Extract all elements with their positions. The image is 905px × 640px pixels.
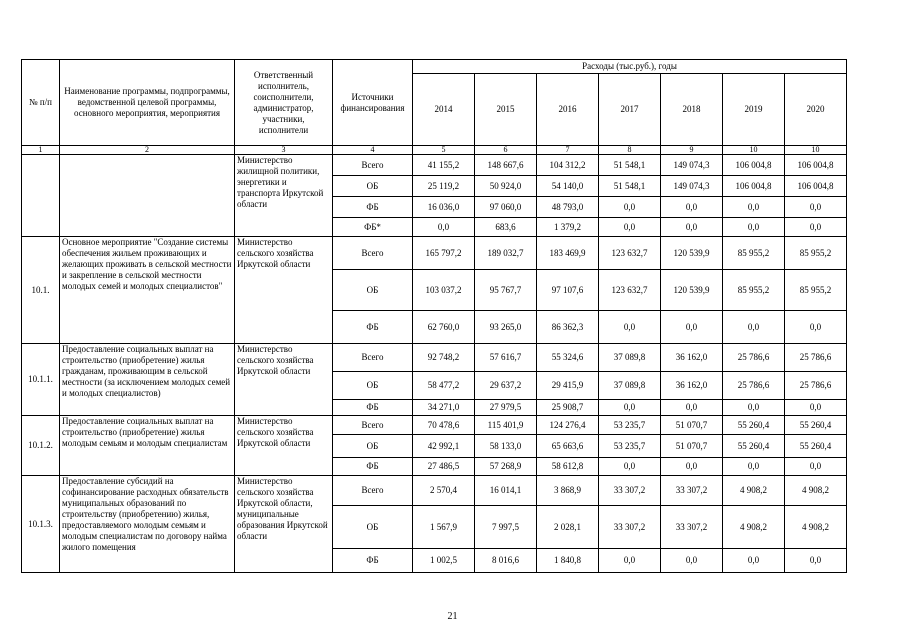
header-year: 2018 xyxy=(661,74,723,146)
responsible-executor: Министерство сельского хозяйства Иркутской области xyxy=(235,237,333,344)
funding-source: ОБ xyxy=(333,506,413,549)
expense-value: 106 004,8 xyxy=(785,176,847,197)
expense-value: 58 133,0 xyxy=(475,435,537,458)
expense-value: 33 307,2 xyxy=(661,506,723,549)
funding-source: ФБ* xyxy=(333,218,413,237)
expense-value: 25 786,6 xyxy=(723,344,785,372)
responsible-executor: Министерство жилищной политики, энергетики и транспорта Иркутской области xyxy=(235,155,333,237)
expense-value: 86 362,3 xyxy=(537,311,599,344)
expense-value: 95 767,7 xyxy=(475,270,537,311)
expense-value: 0,0 xyxy=(599,549,661,573)
funding-source: ОБ xyxy=(333,372,413,400)
expense-value: 33 307,2 xyxy=(599,476,661,506)
header-year: 2015 xyxy=(475,74,537,146)
expense-value: 27 486,5 xyxy=(413,458,475,476)
expense-value: 183 469,9 xyxy=(537,237,599,270)
expense-value: 51 548,1 xyxy=(599,176,661,197)
expense-value: 97 107,6 xyxy=(537,270,599,311)
expense-value: 51 070,7 xyxy=(661,416,723,435)
expense-value: 0,0 xyxy=(723,400,785,416)
table-row xyxy=(22,237,847,270)
expense-value: 8 016,6 xyxy=(475,549,537,573)
expense-value: 92 748,2 xyxy=(413,344,475,372)
expense-value: 0,0 xyxy=(723,549,785,573)
column-number: 10 xyxy=(723,146,785,155)
expense-value: 0,0 xyxy=(723,311,785,344)
expense-value: 36 162,0 xyxy=(661,372,723,400)
header-num: № п/п xyxy=(22,60,60,146)
budget-table xyxy=(21,59,847,573)
table-body xyxy=(22,155,847,573)
expense-value: 3 868,9 xyxy=(537,476,599,506)
header-year: 2017 xyxy=(599,74,661,146)
expense-value: 149 074,3 xyxy=(661,155,723,176)
expense-value: 0,0 xyxy=(785,218,847,237)
header-year: 2019 xyxy=(723,74,785,146)
expense-value: 27 979,5 xyxy=(475,400,537,416)
expense-value: 0,0 xyxy=(599,311,661,344)
funding-source: Всего xyxy=(333,344,413,372)
funding-source: Всего xyxy=(333,237,413,270)
expense-value: 0,0 xyxy=(599,400,661,416)
page-number: 21 xyxy=(447,611,458,622)
funding-source: ФБ xyxy=(333,549,413,573)
expense-value: 58 477,2 xyxy=(413,372,475,400)
column-number: 6 xyxy=(475,146,537,155)
funding-source: ФБ xyxy=(333,197,413,218)
expense-value: 93 265,0 xyxy=(475,311,537,344)
expense-value: 683,6 xyxy=(475,218,537,237)
expense-value: 48 793,0 xyxy=(537,197,599,218)
column-number: 9 xyxy=(661,146,723,155)
column-number-row xyxy=(22,146,847,155)
expense-value: 2 028,1 xyxy=(537,506,599,549)
expense-value: 0,0 xyxy=(785,549,847,573)
expense-value: 85 955,2 xyxy=(785,237,847,270)
expense-value: 16 014,1 xyxy=(475,476,537,506)
program-name: Предоставление социальных выплат на строительство (приобретение) жилья молодым семьям и молодым специалистам xyxy=(60,416,235,476)
funding-source: ОБ xyxy=(333,435,413,458)
expense-value: 124 276,4 xyxy=(537,416,599,435)
expense-value: 0,0 xyxy=(661,549,723,573)
expense-value: 55 260,4 xyxy=(785,416,847,435)
header-responsible: Ответственный исполнитель, соисполнители, администратор, участники, исполнители xyxy=(235,60,333,146)
column-number: 8 xyxy=(599,146,661,155)
expense-value: 0,0 xyxy=(413,218,475,237)
table-row xyxy=(22,476,847,506)
expense-value: 55 260,4 xyxy=(785,435,847,458)
expense-value: 0,0 xyxy=(599,458,661,476)
expense-value: 148 667,6 xyxy=(475,155,537,176)
expense-value: 0,0 xyxy=(661,400,723,416)
responsible-executor: Министерство сельского хозяйства Иркутской области xyxy=(235,344,333,416)
expense-value: 0,0 xyxy=(661,311,723,344)
column-number: 2 xyxy=(60,146,235,155)
expense-value: 29 415,9 xyxy=(537,372,599,400)
expense-value: 57 268,9 xyxy=(475,458,537,476)
expense-value: 4 908,2 xyxy=(785,506,847,549)
expense-value: 37 089,8 xyxy=(599,344,661,372)
expense-value: 25 786,6 xyxy=(785,372,847,400)
expense-value: 1 840,8 xyxy=(537,549,599,573)
column-number: 10 xyxy=(785,146,847,155)
header-year: 2020 xyxy=(785,74,847,146)
expense-value: 0,0 xyxy=(599,218,661,237)
expense-value: 1 379,2 xyxy=(537,218,599,237)
expense-value: 165 797,2 xyxy=(413,237,475,270)
expense-value: 149 074,3 xyxy=(661,176,723,197)
expense-value: 85 955,2 xyxy=(723,237,785,270)
expense-value: 0,0 xyxy=(785,400,847,416)
expense-value: 33 307,2 xyxy=(599,506,661,549)
funding-source: ФБ xyxy=(333,311,413,344)
expense-value: 0,0 xyxy=(661,458,723,476)
expense-value: 50 924,0 xyxy=(475,176,537,197)
expense-value: 120 539,9 xyxy=(661,237,723,270)
expense-value: 85 955,2 xyxy=(723,270,785,311)
row-number: 10.1. xyxy=(22,237,60,344)
expense-value: 0,0 xyxy=(723,218,785,237)
expense-value: 123 632,7 xyxy=(599,237,661,270)
expense-value: 57 616,7 xyxy=(475,344,537,372)
expense-value: 4 908,2 xyxy=(723,506,785,549)
expense-value: 53 235,7 xyxy=(599,416,661,435)
header-expenses: Расходы (тыс.руб.), годы xyxy=(413,60,847,74)
funding-source: ФБ xyxy=(333,458,413,476)
expense-value: 25 908,7 xyxy=(537,400,599,416)
expense-value: 4 908,2 xyxy=(785,476,847,506)
expense-value: 29 637,2 xyxy=(475,372,537,400)
expense-value: 0,0 xyxy=(785,197,847,218)
funding-source: ОБ xyxy=(333,176,413,197)
table-row xyxy=(22,155,847,176)
expense-value: 62 760,0 xyxy=(413,311,475,344)
column-number: 3 xyxy=(235,146,333,155)
program-name: Основное мероприятие "Создание системы обеспечения жильем проживающих и желающих проживать в сельской местности и закрепление в сельской местности молодых семей и молодых специалистов" xyxy=(60,237,235,344)
expense-value: 54 140,0 xyxy=(537,176,599,197)
expense-value: 106 004,8 xyxy=(723,155,785,176)
expense-value: 25 786,6 xyxy=(723,372,785,400)
expense-value: 0,0 xyxy=(661,218,723,237)
row-number: 10.1.1. xyxy=(22,344,60,416)
row-number xyxy=(22,155,60,237)
expense-value: 0,0 xyxy=(723,458,785,476)
expense-value: 106 004,8 xyxy=(785,155,847,176)
column-number: 5 xyxy=(413,146,475,155)
expense-value: 55 260,4 xyxy=(723,416,785,435)
funding-source: Всего xyxy=(333,416,413,435)
expense-value: 36 162,0 xyxy=(661,344,723,372)
expense-value: 1 002,5 xyxy=(413,549,475,573)
program-name: Предоставление субсидий на софинансирование расходных обязательств муниципальных образований по строительству (приобретению) жилья, предоставляемого молодым семьям и молодым специалистам по договору найма жилого помещения xyxy=(60,476,235,573)
row-number: 10.1.2. xyxy=(22,416,60,476)
table-row xyxy=(22,344,847,372)
program-name xyxy=(60,155,235,237)
expense-value: 51 070,7 xyxy=(661,435,723,458)
expense-value: 1 567,9 xyxy=(413,506,475,549)
funding-source: ОБ xyxy=(333,270,413,311)
expense-value: 53 235,7 xyxy=(599,435,661,458)
program-name: Предоставление социальных выплат на строительство (приобретение) жилья гражданам, проживающим в сельской местности (за исключением молодых семей и молодых специалистов) xyxy=(60,344,235,416)
expense-value: 4 908,2 xyxy=(723,476,785,506)
expense-value: 34 271,0 xyxy=(413,400,475,416)
header-name: Наименование программы, подпрограммы, ведомственной целевой программы, основного мероприятия, мероприятия xyxy=(60,60,235,146)
expense-value: 41 155,2 xyxy=(413,155,475,176)
expense-value: 104 312,2 xyxy=(537,155,599,176)
funding-source: Всего xyxy=(333,155,413,176)
expense-value: 0,0 xyxy=(599,197,661,218)
column-number: 1 xyxy=(22,146,60,155)
expense-value: 115 401,9 xyxy=(475,416,537,435)
expense-value: 2 570,4 xyxy=(413,476,475,506)
expense-value: 7 997,5 xyxy=(475,506,537,549)
expense-value: 189 032,7 xyxy=(475,237,537,270)
responsible-executor: Министерство сельского хозяйства Иркутской области, муниципальные образования Иркутской области xyxy=(235,476,333,573)
expense-value: 85 955,2 xyxy=(785,270,847,311)
expense-value: 25 786,6 xyxy=(785,344,847,372)
header-year: 2014 xyxy=(413,74,475,146)
expense-value: 0,0 xyxy=(661,197,723,218)
expense-value: 58 612,8 xyxy=(537,458,599,476)
column-number: 7 xyxy=(537,146,599,155)
responsible-executor: Министерство сельского хозяйства Иркутской области xyxy=(235,416,333,476)
expense-value: 106 004,8 xyxy=(723,176,785,197)
expense-value: 0,0 xyxy=(785,311,847,344)
expense-value: 33 307,2 xyxy=(661,476,723,506)
expense-value: 25 119,2 xyxy=(413,176,475,197)
expense-value: 120 539,9 xyxy=(661,270,723,311)
header-row-top xyxy=(22,60,847,74)
expense-value: 123 632,7 xyxy=(599,270,661,311)
row-number: 10.1.3. xyxy=(22,476,60,573)
expense-value: 55 260,4 xyxy=(723,435,785,458)
column-number: 4 xyxy=(333,146,413,155)
expense-value: 51 548,1 xyxy=(599,155,661,176)
funding-source: Всего xyxy=(333,476,413,506)
expense-value: 37 089,8 xyxy=(599,372,661,400)
expense-value: 70 478,6 xyxy=(413,416,475,435)
expense-value: 16 036,0 xyxy=(413,197,475,218)
expense-value: 97 060,0 xyxy=(475,197,537,218)
expense-value: 65 663,6 xyxy=(537,435,599,458)
expense-value: 0,0 xyxy=(723,197,785,218)
expense-value: 42 992,1 xyxy=(413,435,475,458)
funding-source: ФБ xyxy=(333,400,413,416)
expense-value: 55 324,6 xyxy=(537,344,599,372)
expense-value: 0,0 xyxy=(785,458,847,476)
expense-value: 103 037,2 xyxy=(413,270,475,311)
table-row xyxy=(22,416,847,435)
header-year: 2016 xyxy=(537,74,599,146)
header-source: Источники финансирования xyxy=(333,60,413,146)
